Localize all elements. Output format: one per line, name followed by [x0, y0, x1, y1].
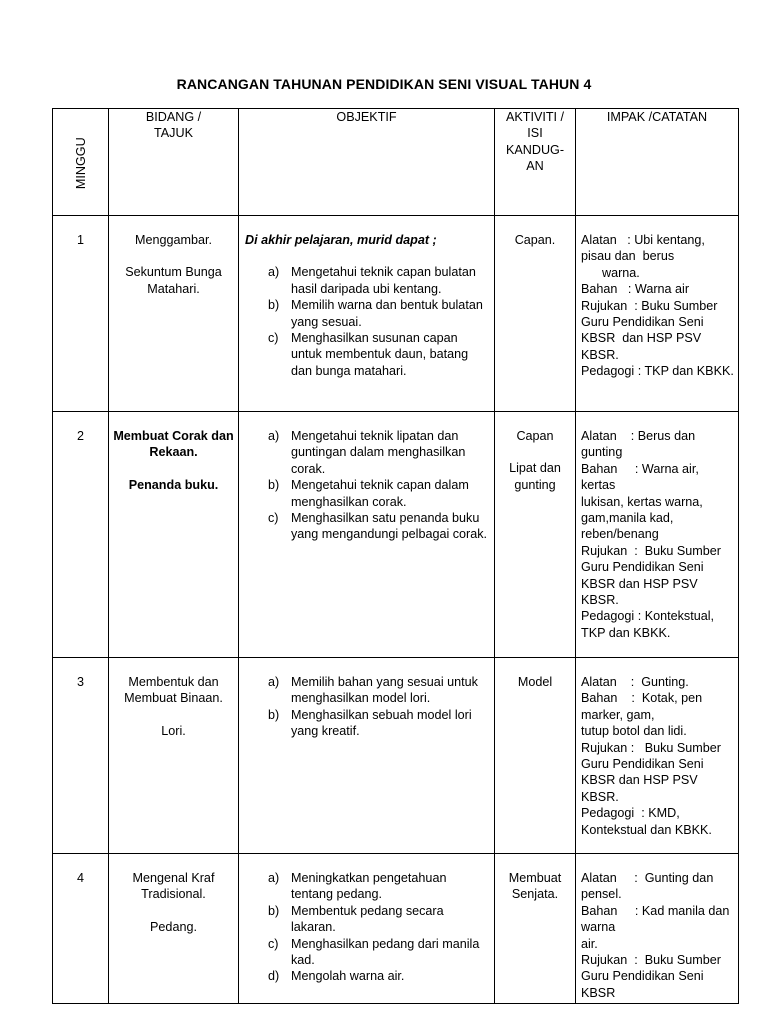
impak-line: Rujukan : Buku Sumber Guru Pendidikan Seni KBSR dan HSP PSV KBSR. [581, 298, 722, 362]
objektif-marker: c) [268, 511, 279, 526]
impak-line: Pedagogi : KMD, Kontekstual dan KBKK. [581, 806, 712, 837]
impak-line: air. [581, 936, 598, 951]
objektif-item [245, 903, 488, 936]
objektif-text: Menghasilkan satu penanda buku yang mengandungi pelbagai corak. [291, 511, 488, 542]
impak-line: warna. [581, 265, 640, 280]
objektif-marker: a) [268, 675, 280, 689]
bidang-text: Membentuk dan Membuat Binaan. [124, 675, 223, 706]
impak-line: Bahan : Kad manila dan warna [581, 903, 733, 935]
header-aktiviti-line: AKTIVITI / [505, 110, 565, 124]
objektif-list [245, 264, 490, 379]
week-number-cell: 2 [53, 412, 109, 658]
bidang-cell [109, 854, 239, 1004]
objektif-text: Menghasilkan sebuah model lori yang kreatif. [291, 707, 472, 739]
bidang-text: Menggambar. [134, 233, 212, 247]
week-number-cell: 4 [53, 854, 109, 1004]
aktiviti-text: Capan [516, 429, 554, 443]
table-row [53, 216, 739, 412]
impak-line: Pedagogi : TKP dan KBKK. [581, 364, 734, 379]
impak-line: Rujukan : Buku Sumber Guru Pendidikan Seni KBSR dan HSP PSV KBSR. [581, 740, 725, 804]
objektif-list [245, 870, 490, 985]
objektif-marker: c) [268, 936, 279, 951]
objektif-item [245, 330, 488, 379]
table-row [53, 412, 739, 658]
objektif-cell [239, 412, 495, 658]
bidang-text: Lori. [161, 723, 186, 738]
impak-line: Bahan : Warna air, kertas [581, 461, 703, 493]
objektif-text: Meningkatkan pengetahuan tentang pedang. [291, 871, 447, 902]
impak-line: Alatan : Ubi kentang, pisau dan berus [581, 233, 709, 264]
bidang-text: Mengenal Kraf Tradisional. [132, 871, 215, 902]
objektif-marker: d) [268, 969, 280, 984]
header-bidang-line: BIDANG / [145, 110, 202, 124]
document-title: RANCANGAN TAHUNAN PENDIDIKAN SENI VISUAL TAHUN 4 [176, 76, 592, 92]
objektif-item [245, 674, 488, 707]
impak-line: Rujukan : Buku Sumber Guru Pendidikan Seni KBSR dan HSP PSV KBSR. [581, 543, 725, 608]
objektif-intro: Di akhir pelajaran, murid dapat ; [245, 233, 437, 247]
objektif-item [245, 510, 488, 543]
objektif-text: Menghasilkan pedang dari manila kad. [291, 936, 480, 968]
objektif-item [245, 707, 488, 740]
table-header-row [53, 109, 739, 216]
aktiviti-text: Lipat dan gunting [509, 461, 561, 492]
objektif-text: Mengetahui teknik lipatan dan guntingan dalam menghasilkan corak. [291, 429, 466, 476]
impak-cell [576, 216, 739, 412]
impak-cell [576, 854, 739, 1004]
objektif-item [245, 477, 488, 510]
objektif-marker: c) [268, 331, 279, 346]
impak-line: Pedagogi : Kontekstual, TKP dan KBKK. [581, 609, 718, 640]
objektif-item [245, 297, 488, 330]
objektif-item [245, 264, 488, 297]
impak-line: Bahan : Warna air [581, 282, 690, 297]
week-number-cell: 1 [53, 216, 109, 412]
objektif-text: Mengolah warna air. [291, 969, 405, 984]
objektif-item [245, 428, 488, 477]
aktiviti-cell [495, 216, 576, 412]
annual-plan-table [52, 108, 739, 1004]
objektif-list [245, 428, 490, 543]
impak-line: Alatan : Gunting dan pensel. [581, 871, 717, 902]
header-aktiviti-line: KANDUG- [505, 142, 565, 157]
header-aktiviti [495, 109, 576, 216]
aktiviti-cell [495, 658, 576, 854]
aktiviti-cell [495, 412, 576, 658]
aktiviti-text: Membuat Senjata. [508, 871, 562, 902]
objektif-marker: b) [268, 707, 280, 722]
header-aktiviti-line: ISI [527, 126, 543, 141]
bidang-text: Penanda buku. [128, 477, 219, 492]
bidang-cell [109, 412, 239, 658]
objektif-text: Memilih warna dan bentuk bulatan yang sesuai. [291, 298, 483, 329]
header-aktiviti-line: AN [526, 159, 544, 174]
impak-cell [576, 412, 739, 658]
header-bidang-line: TAJUK [154, 126, 193, 141]
header-minggu-label: MINGGU [73, 137, 88, 190]
objektif-text: Mengetahui teknik capan dalam menghasilkan corak. [291, 478, 469, 509]
week-number-cell: 3 [53, 658, 109, 854]
objektif-cell [239, 216, 495, 412]
objektif-item [245, 968, 488, 984]
header-impak: IMPAK /CATATAN [576, 109, 739, 216]
objektif-text: Membentuk pedang secara lakaran. [291, 903, 444, 935]
bidang-text: Sekuntum Bunga Matahari. [125, 265, 222, 296]
objektif-item [245, 936, 488, 969]
objektif-marker: b) [268, 903, 280, 918]
objektif-marker: a) [268, 429, 280, 443]
header-objektif: OBJEKTIF [239, 109, 495, 216]
impak-line: Alatan : Berus dan gunting [581, 429, 699, 460]
bidang-cell [109, 658, 239, 854]
objektif-marker: b) [268, 298, 280, 313]
impak-line: Bahan : Kotak, pen marker, gam, [581, 691, 706, 722]
aktiviti-text: Model [517, 675, 553, 689]
objektif-cell [239, 658, 495, 854]
objektif-text: Mengetahui teknik capan bulatan hasil daripada ubi kentang. [291, 265, 476, 296]
objektif-text: Menghasilkan susunan capan untuk membentuk daun, batang dan bunga matahari. [291, 331, 469, 378]
header-bidang [109, 109, 239, 216]
objektif-text: Memilih bahan yang sesuai untuk menghasilkan model lori. [291, 675, 478, 706]
bidang-cell [109, 216, 239, 412]
impak-line: Rujukan : Buku Sumber Guru Pendidikan Seni KBSR [581, 953, 725, 1000]
impak-line: lukisan, kertas warna, gam,manila kad, reben/benang [581, 494, 707, 542]
bidang-text: Membuat Corak dan Rekaan. [113, 429, 234, 460]
objektif-marker: b) [268, 478, 280, 493]
aktiviti-cell [495, 854, 576, 1004]
table-row [53, 658, 739, 854]
objektif-cell [239, 854, 495, 1004]
objektif-marker: a) [268, 265, 280, 280]
bidang-text: Pedang. [150, 919, 197, 934]
objektif-marker: a) [268, 871, 280, 885]
impak-line: Alatan : Gunting. [581, 675, 689, 689]
objektif-item [245, 870, 488, 903]
table-row [53, 854, 739, 1004]
header-minggu [53, 109, 109, 216]
impak-cell [576, 658, 739, 854]
objektif-list [245, 674, 490, 740]
aktiviti-text: Capan. [514, 233, 556, 247]
impak-line: tutup botol dan lidi. [581, 724, 687, 739]
